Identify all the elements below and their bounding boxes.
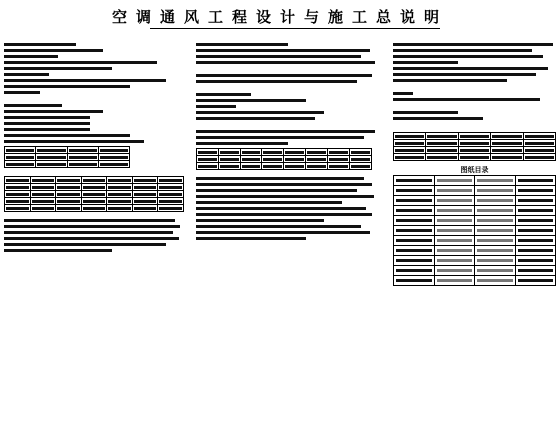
redacted-text-line xyxy=(393,111,458,114)
redacted-text-line xyxy=(4,225,180,228)
redacted-text-line xyxy=(196,111,324,114)
redacted-text-line xyxy=(393,117,483,120)
redacted-text-line xyxy=(196,213,372,216)
redacted-text-line xyxy=(4,67,112,70)
page-title: 空调通风工程设计与施工总说明 xyxy=(111,8,448,26)
redacted-text-line xyxy=(4,110,103,113)
redacted-text-line xyxy=(4,122,90,125)
redacted-text-line xyxy=(196,117,315,120)
notes-column-left xyxy=(4,40,184,255)
redacted-text-line xyxy=(196,219,324,222)
redacted-text-line xyxy=(393,79,507,82)
redacted-text-line xyxy=(4,116,90,119)
redacted-text-line xyxy=(196,80,357,83)
redacted-text-line xyxy=(196,74,372,77)
design-parameter-table xyxy=(4,146,130,168)
redacted-text-line xyxy=(4,219,175,222)
redacted-text-line xyxy=(196,105,236,108)
redacted-text-line xyxy=(393,43,553,46)
redacted-text-line xyxy=(196,61,375,64)
redacted-text-line xyxy=(196,207,366,210)
redacted-text-line xyxy=(4,73,49,76)
redacted-text-line xyxy=(196,130,375,133)
redacted-text-line xyxy=(196,142,288,145)
redacted-text-line xyxy=(4,79,166,82)
title-underline xyxy=(150,28,440,29)
redacted-text-line xyxy=(196,43,288,46)
redacted-text-line xyxy=(4,140,144,143)
redacted-text-line xyxy=(4,134,130,137)
redacted-text-line xyxy=(4,249,112,252)
redacted-text-line xyxy=(393,67,548,70)
redacted-text-line xyxy=(196,189,357,192)
redacted-text-line xyxy=(4,61,157,64)
redacted-text-line xyxy=(393,55,543,58)
redacted-text-line xyxy=(4,237,179,240)
redacted-text-line xyxy=(196,93,251,96)
redacted-text-line xyxy=(196,183,372,186)
redacted-text-line xyxy=(196,136,364,139)
redacted-text-line xyxy=(393,73,536,76)
notes-column-right xyxy=(393,40,556,286)
redacted-text-line xyxy=(393,61,458,64)
notes-column-middle xyxy=(196,40,379,243)
room-load-table xyxy=(4,176,184,212)
redacted-text-line xyxy=(196,55,361,58)
redacted-text-line xyxy=(4,43,76,46)
redacted-text-line xyxy=(196,49,370,52)
redacted-text-line xyxy=(4,231,173,234)
equipment-table xyxy=(196,148,372,170)
redacted-text-line xyxy=(4,243,166,246)
redacted-text-line xyxy=(4,49,103,52)
unit-schedule-table xyxy=(393,132,556,161)
redacted-text-line xyxy=(4,91,40,94)
redacted-text-line xyxy=(196,195,374,198)
redacted-text-line xyxy=(196,231,370,234)
redacted-text-line xyxy=(393,98,540,101)
redacted-text-line xyxy=(196,225,361,228)
redacted-text-line xyxy=(393,92,413,95)
redacted-text-line xyxy=(4,55,58,58)
redacted-text-line xyxy=(196,237,306,240)
redacted-text-line xyxy=(196,201,342,204)
drawing-list-heading: 图纸目录 xyxy=(460,166,489,174)
redacted-text-line xyxy=(196,177,364,180)
redacted-text-line xyxy=(4,128,90,131)
drawing-list-table xyxy=(393,175,556,286)
redacted-text-line xyxy=(393,49,532,52)
redacted-text-line xyxy=(4,104,62,107)
redacted-text-line xyxy=(4,85,130,88)
redacted-text-line xyxy=(196,99,306,102)
